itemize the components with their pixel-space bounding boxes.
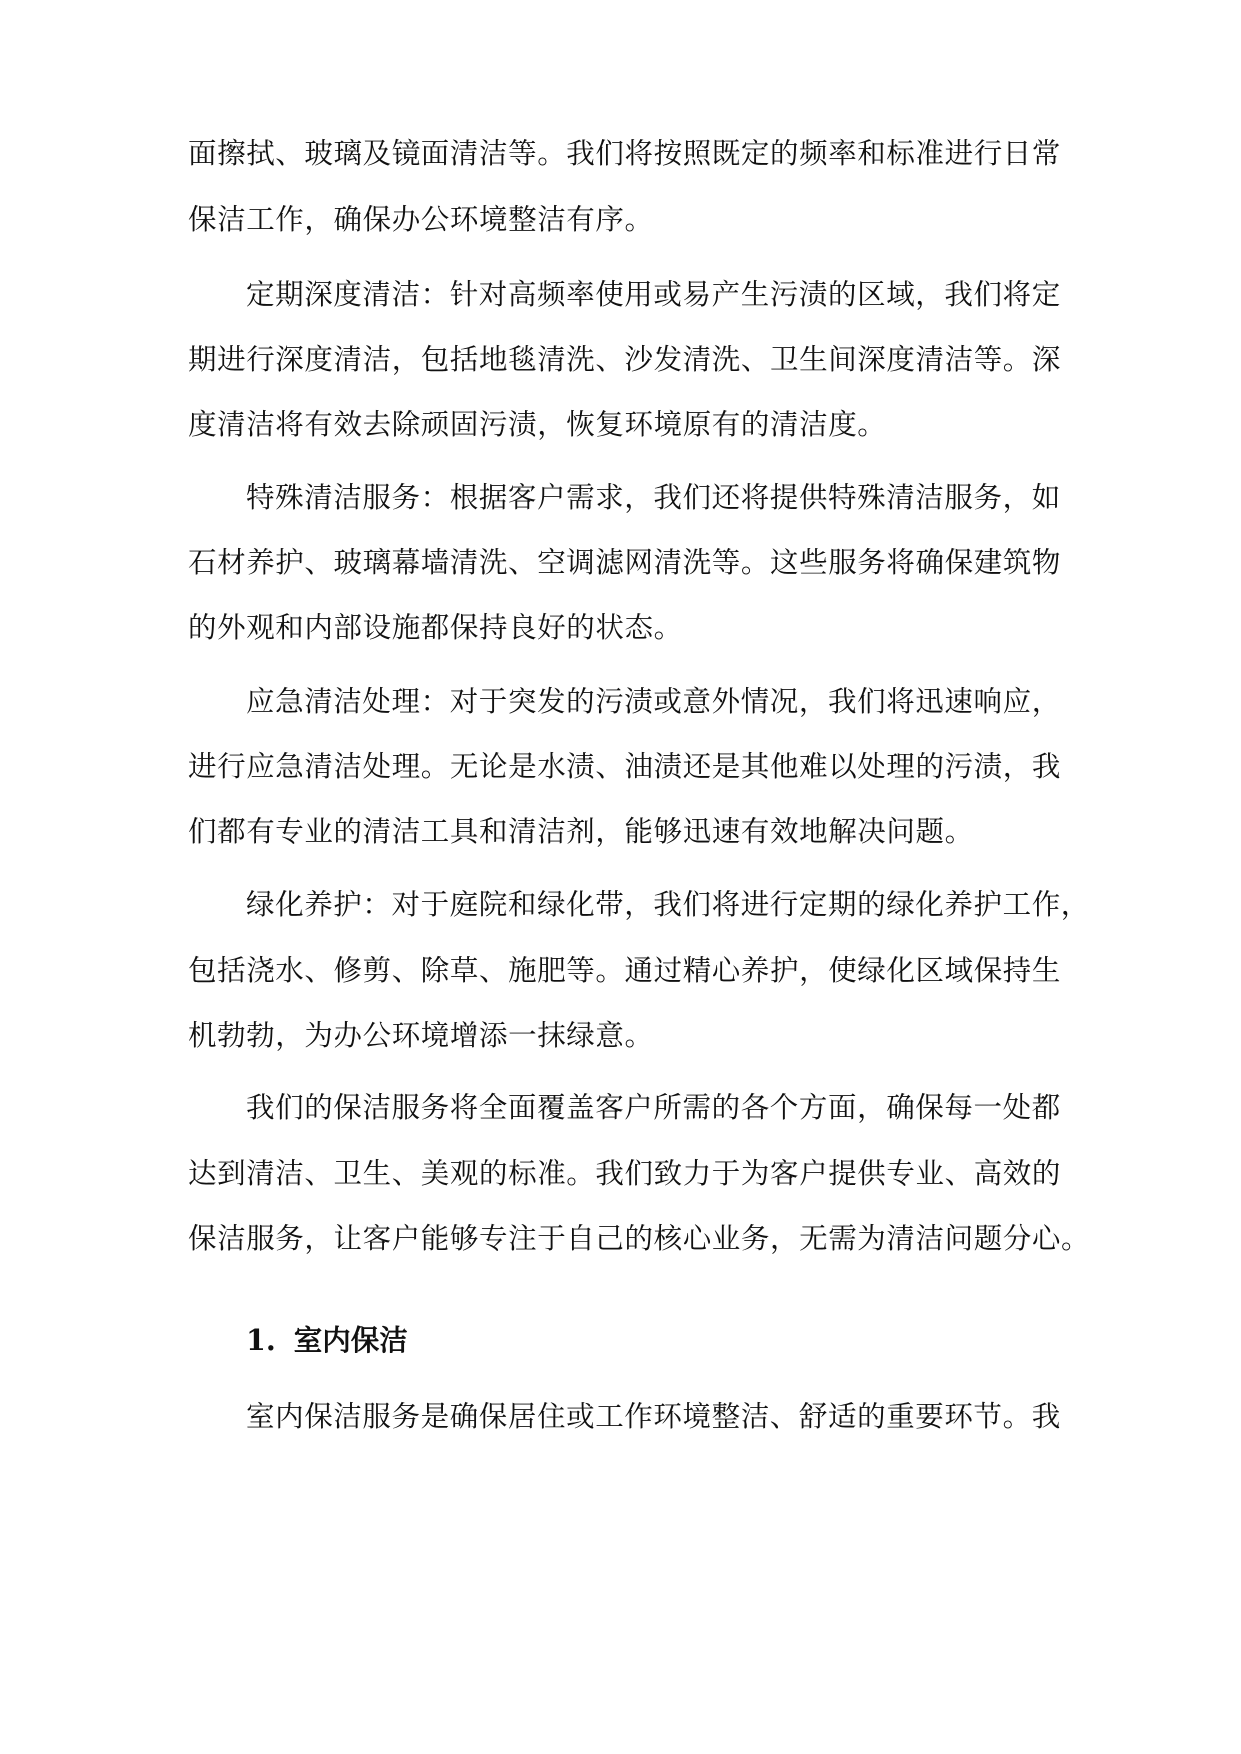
text-line: 石材养护、玻璃幕墙清洗、空调滤网清洗等。这些服务将确保建筑物	[188, 546, 1062, 579]
section-heading	[246, 1318, 408, 1362]
text-line: 特殊清洁服务：根据客户需求，我们还将提供特殊清洁服务，如	[246, 481, 1061, 514]
text-line: 度清洁将有效去除顽固污渍，恢复环境原有的清洁度。	[188, 408, 887, 441]
text-line: 绿化养护：对于庭院和绿化带，我们将进行定期的绿化养护工作，	[246, 888, 1090, 921]
text-line: 的外观和内部设施都保持良好的状态。	[188, 611, 683, 644]
text-line: 保洁服务，让客户能够专注于自己的核心业务，无需为清洁问题分心。	[188, 1222, 1091, 1255]
text-line: 期进行深度清洁，包括地毯清洗、沙发清洗、卫生间深度清洁等。深	[188, 343, 1062, 376]
section-number: 1.	[246, 1323, 276, 1357]
text-line: 定期深度清洁：针对高频率使用或易产生污渍的区域，我们将定	[246, 278, 1061, 311]
text-line: 机勃勃，为办公环境增添一抹绿意。	[188, 1019, 654, 1052]
text-line: 包括浇水、修剪、除草、施肥等。通过精心养护，使绿化区域保持生	[188, 954, 1062, 987]
text-line: 应急清洁处理：对于突发的污渍或意外情况，我们将迅速响应，	[246, 685, 1061, 718]
section-title: 室内保洁	[293, 1323, 408, 1357]
text-line: 们都有专业的清洁工具和清洁剂，能够迅速有效地解决问题。	[188, 815, 974, 848]
text-line: 室内保洁服务是确保居住或工作环境整洁、舒适的重要环节。我	[246, 1400, 1061, 1433]
text-line: 达到清洁、卫生、美观的标准。我们致力于为客户提供专业、高效的	[188, 1157, 1062, 1190]
text-line: 保洁工作，确保办公环境整洁有序。	[188, 203, 654, 236]
text-line: 我们的保洁服务将全面覆盖客户所需的各个方面，确保每一处都	[246, 1091, 1061, 1124]
text-line: 面擦拭、玻璃及镜面清洁等。我们将按照既定的频率和标准进行日常	[188, 137, 1062, 170]
text-line: 进行应急清洁处理。无论是水渍、油渍还是其他难以处理的污渍，我	[188, 750, 1062, 783]
